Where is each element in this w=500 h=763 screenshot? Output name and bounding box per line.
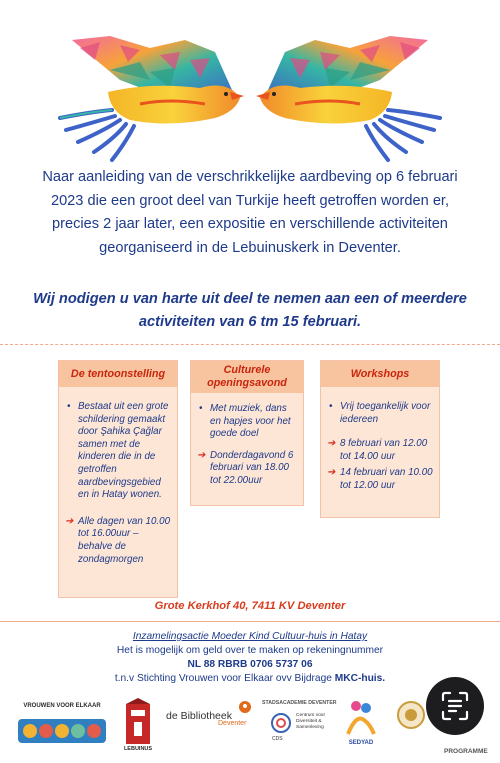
divider bbox=[0, 621, 500, 622]
logo-programme: PROGRAMME bbox=[444, 748, 488, 755]
column-title: Workshops bbox=[321, 361, 439, 387]
account-number: NL 88 RBRB 0706 5737 06 bbox=[187, 659, 313, 670]
list-item: • Bestaat uit een grote schildering gemaakt door Şahika Çağlar samen met de kinderen die in de getroffen aardbevingsgebied en in Hatay wonen. bbox=[67, 401, 169, 501]
list-item: ➔ 8 februari van 12.00 tot 14.00 uur bbox=[327, 438, 428, 462]
collection-line: t.n.v Stichting Vrouwen voor Elkaar ovv Bijdrage MKC-huis. bbox=[114, 673, 386, 684]
intro-text: Naar aanleiding van de verschrikkelijke aardbeving op 6 februari 2023 die een groot deel van Turkije heeft getroffen worden er, precies 2 jaar later, een expositie en verschillende activiteiten georganiseerd in de Lebuinuskerk in Deventer. bbox=[42, 169, 458, 256]
left-dove bbox=[60, 36, 244, 160]
scan-text-button[interactable] bbox=[426, 677, 484, 735]
column-title: Culturele openingsavond bbox=[191, 361, 303, 393]
scan-text-icon bbox=[426, 677, 484, 735]
collection-line: Het is mogelijk om geld over te maken op rekeningnummer bbox=[116, 645, 384, 656]
sponsor-logos bbox=[0, 696, 500, 763]
list-item: ➔ Donderdagavond 6 februari van 18.00 tot 22.00uur bbox=[197, 449, 294, 486]
logo-sedyad: SEDYAD bbox=[344, 698, 378, 754]
invite-text: Wij nodigen u van harte uit deel te nemen aan een of meerdere activiteiten van 6 tm 15 februari. bbox=[33, 291, 467, 330]
arrow-icon: ➔ bbox=[65, 515, 74, 527]
collection-info bbox=[0, 630, 500, 686]
logo-emblem bbox=[396, 700, 426, 730]
column-title: De tentoonstelling bbox=[59, 361, 177, 387]
column-workshops bbox=[320, 360, 440, 518]
dashed-divider bbox=[0, 344, 500, 345]
list-item: • Vrij toegankelijk voor iedereen bbox=[329, 401, 431, 425]
arrow-icon: ➔ bbox=[327, 467, 336, 479]
arrow-icon: ➔ bbox=[197, 449, 206, 461]
doves-illustration bbox=[0, 0, 500, 170]
column-tentoonstelling bbox=[58, 360, 178, 598]
arrow-icon: ➔ bbox=[327, 438, 336, 450]
collection-title: Inzamelingsactie Moeder Kind Cultuur-huis in Hatay bbox=[132, 631, 368, 642]
logo-vrouwen-voor-elkaar: VROUWEN VOOR ELKAAR bbox=[18, 703, 106, 747]
logo-stadsacademie: STADSACADEMIE DEVENTER CDS Centrum voor Diversiteit & Samenleving bbox=[262, 700, 337, 742]
list-item: ➔ 14 februari van 10.00 tot 12.00 uur bbox=[327, 467, 433, 491]
right-dove bbox=[256, 36, 440, 160]
logo-bibliotheek: de Bibliotheek Deventer bbox=[166, 706, 256, 736]
list-item: ➔ Alle dagen van 10.00 tot 16.00uur – behalve de zondagmorgen bbox=[65, 515, 171, 565]
column-openingsavond bbox=[190, 360, 304, 506]
list-item: • Met muziek, dans en hapjes voor het goede doel bbox=[199, 403, 291, 440]
address: Grote Kerkhof 40, 7411 KV Deventer bbox=[154, 600, 346, 612]
logo-lebuinus: LEBUINUS bbox=[118, 698, 158, 754]
